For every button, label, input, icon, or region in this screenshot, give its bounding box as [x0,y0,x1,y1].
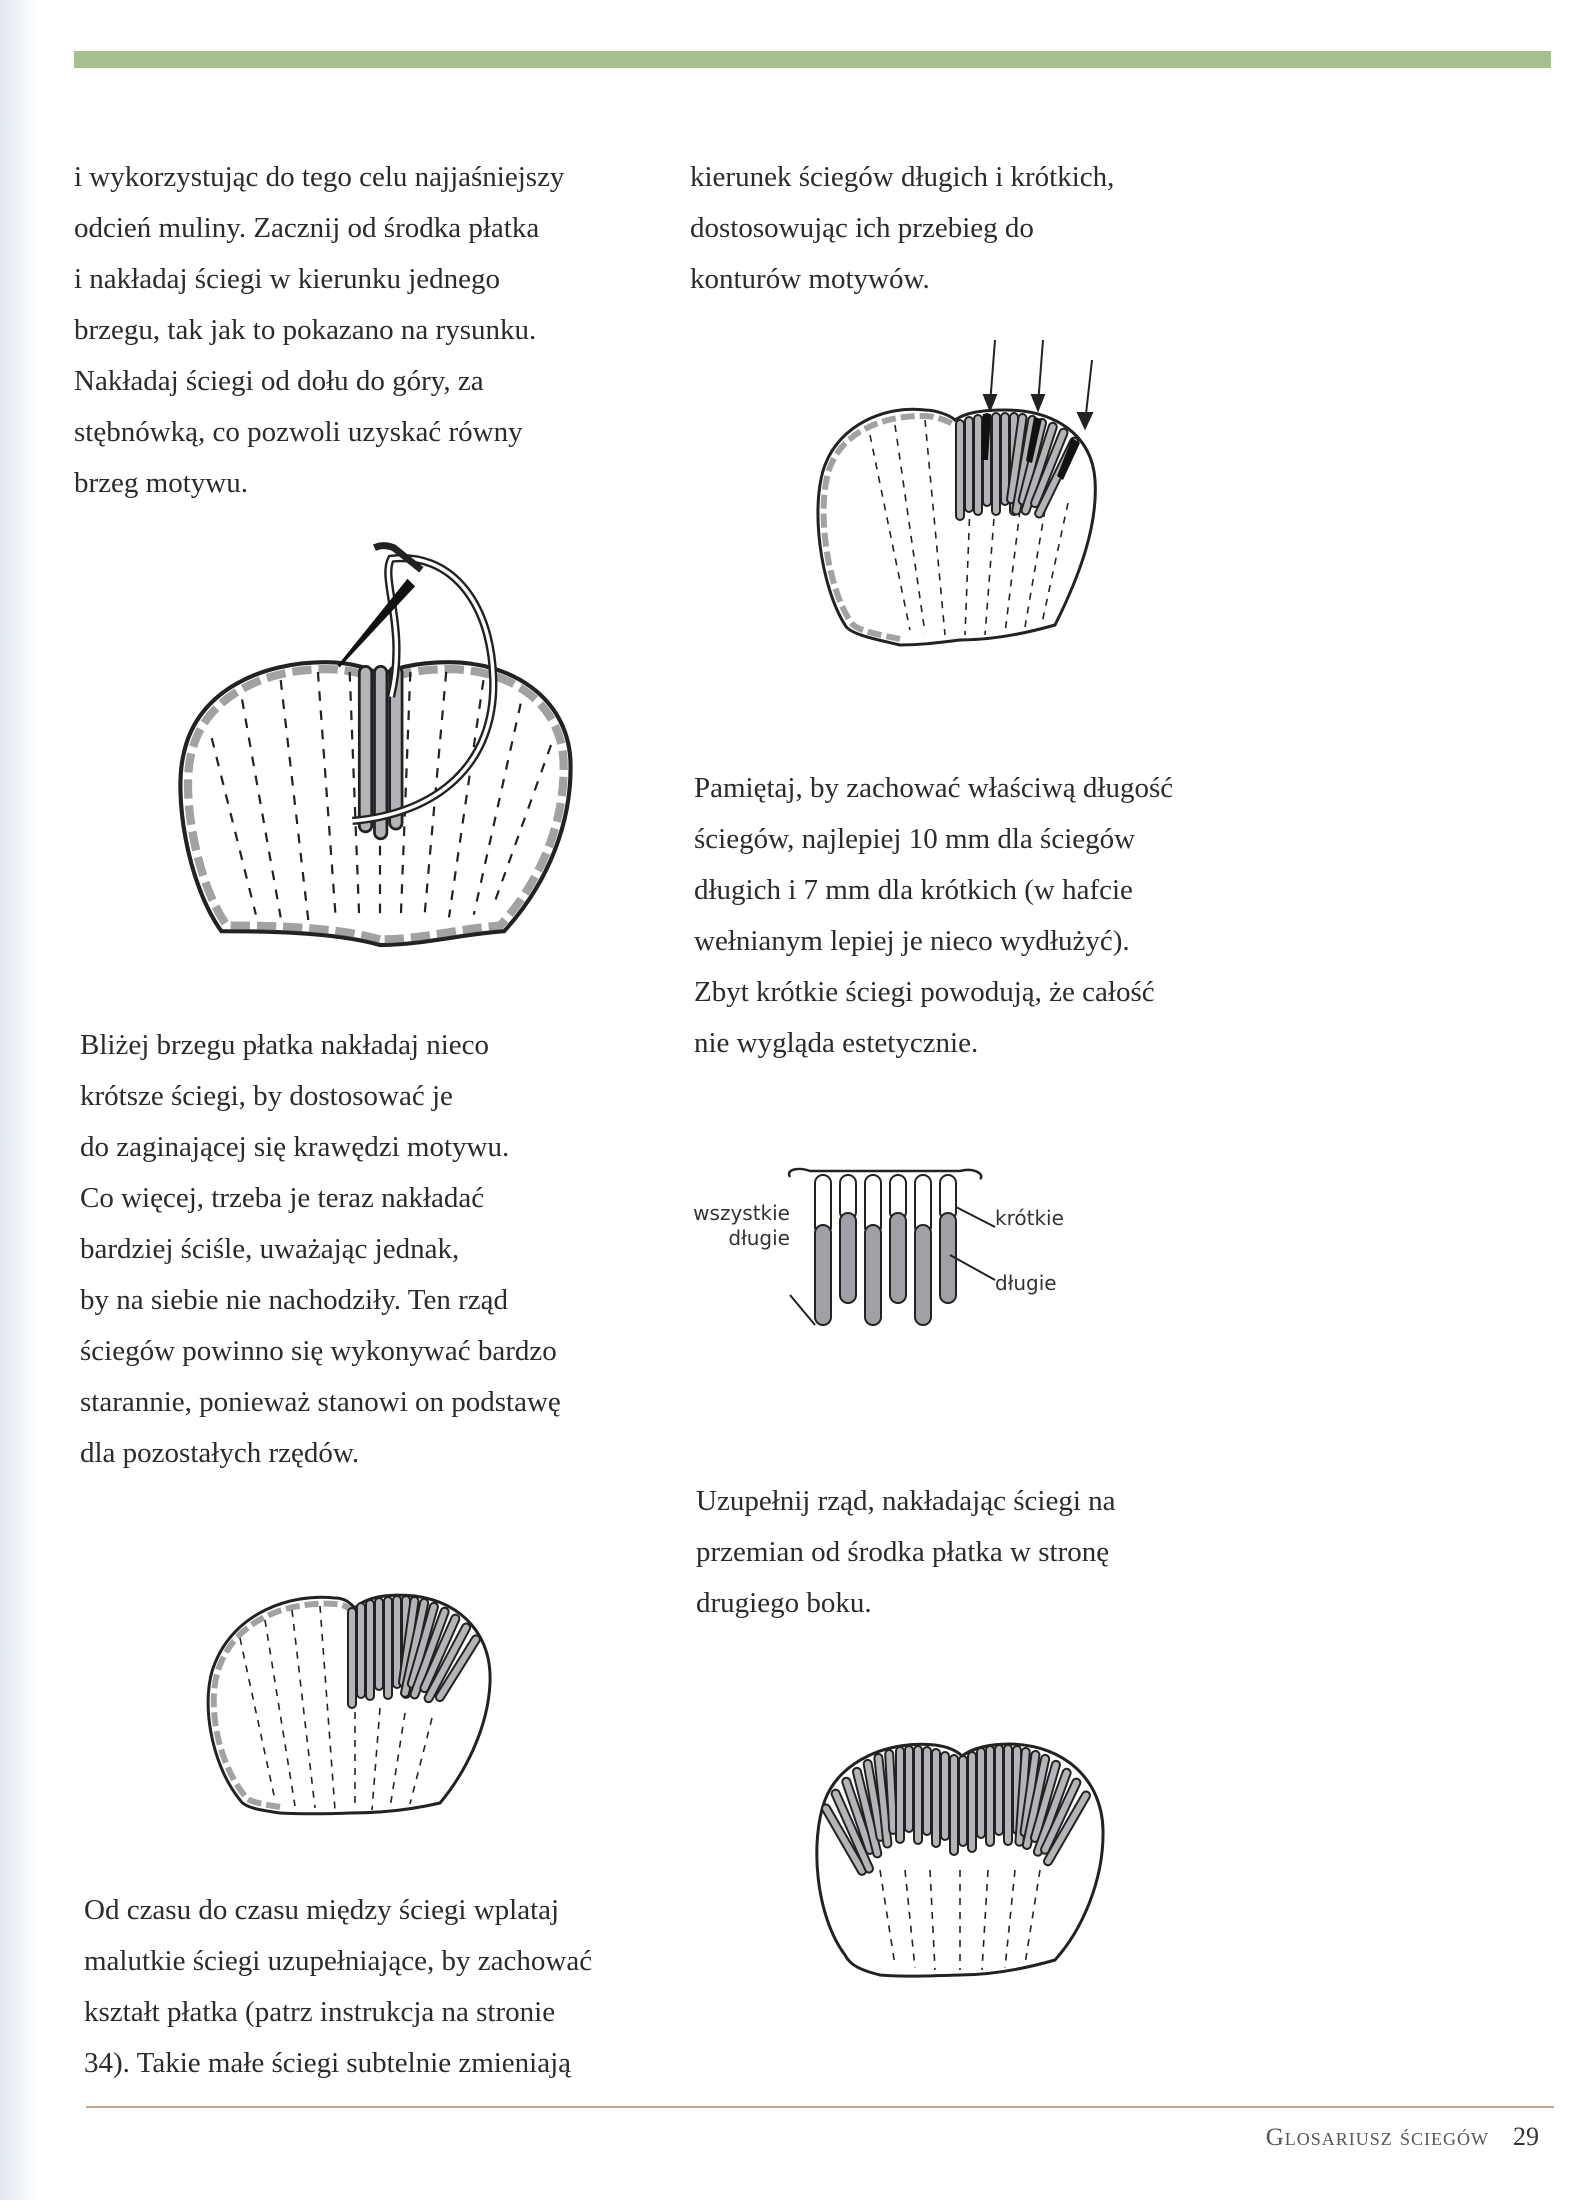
text-line: ściegów, najlepiej 10 mm dla ściegów [694,823,1136,855]
page-footer [1266,2122,1539,2152]
footer-section-title: Glosariusz ściegów [1265,2124,1489,2151]
text-line: konturów motywów. [690,263,930,295]
text-line: i wykorzystując do tego celu najjaśniejszy [74,161,565,193]
petal-needle-illustration [170,545,590,945]
petal-arrows-illustration [810,335,1110,655]
label-short: krótkie [995,1206,1064,1230]
label-all-long-line1: wszystkie [693,1201,790,1225]
text-line: dostosowując ich przebieg do [690,212,1034,244]
text-line: przemian od środka płatka w stronę [696,1536,1110,1568]
page-number: 29 [1513,2122,1539,2151]
text-line: stębnówką, co pozwoli uzyskać równy [74,416,523,448]
paragraph-stitch-length [694,763,1173,1069]
text-line: Bliżej brzegu płatka nakładaj nieco [80,1029,490,1061]
text-line: brzeg motywu. [74,467,248,499]
label-long: długie [995,1271,1057,1295]
petal-half-filled-illustration [200,1568,500,1818]
label-all-long-line2: długie [728,1226,790,1250]
text-line: wełnianym lepiej je nieco wydłużyć). [694,925,1130,957]
stitch-length-diagram [693,1165,1220,1345]
needle-icon [339,581,413,667]
paragraph-start-center [74,152,564,509]
text-line: 34). Takie małe ściegi subtelnie zmieniają [84,2047,572,2079]
text-line: drugiego boku. [696,1587,872,1619]
text-line: krótsze ściegi, by dostosować je [80,1080,453,1112]
text-line: odcień muliny. Zacznij od środka płatka [74,212,540,244]
text-line: starannie, ponieważ stanowi on podstawę [80,1386,561,1418]
text-line: Zbyt krótkie ściegi powodują, że całość [694,976,1155,1008]
page-spine-shadow [0,0,40,2200]
text-line: Nakładaj ściegi od dołu do góry, za [74,365,484,397]
text-line: malutkie ściegi uzupełniające, by zachować [84,1945,593,1977]
header-accent-bar [74,51,1551,68]
paragraph-filler-stitches [84,1885,592,2089]
paragraph-near-edge [80,1020,561,1479]
text-line: dla pozostałych rzędów. [80,1437,360,1469]
text-line: brzegu, tak jak to pokazano na rysunku. [74,314,537,346]
text-line: Pamiętaj, by zachować właściwą długość [694,772,1174,804]
text-line: Od czasu do czasu między ściegi wplataj [84,1894,560,1926]
text-line: kierunek ściegów długich i krótkich, [690,161,1115,193]
text-line: długich i 7 mm dla krótkich (w hafcie [694,874,1133,906]
text-line: Co więcej, trzeba je teraz nakładać [80,1182,485,1214]
text-line: ściegów powinno się wykonywać bardzo [80,1335,557,1367]
text-line: do zaginającej się krawędzi motywu. [80,1131,510,1163]
text-line: Uzupełnij rząd, nakładając ściegi na [696,1485,1116,1517]
text-line: nie wygląda estetycznie. [694,1027,979,1059]
paragraph-complete-row [696,1476,1116,1629]
text-line: i nakładaj ściegi w kierunku jednego [74,263,501,295]
text-line: kształt płatka (patrz instrukcja na stronie [84,1996,556,2028]
petal-full-filled-illustration [810,1720,1110,1980]
short-stitch-tops [815,1175,956,1235]
paragraph-direction [690,152,1114,305]
text-line: by na siebie nie nachodziły. Ten rząd [80,1284,508,1316]
text-line: bardziej ściśle, uważając jednak, [80,1233,460,1265]
footer-rule [86,2106,1554,2108]
long-stitches [815,1213,956,1325]
